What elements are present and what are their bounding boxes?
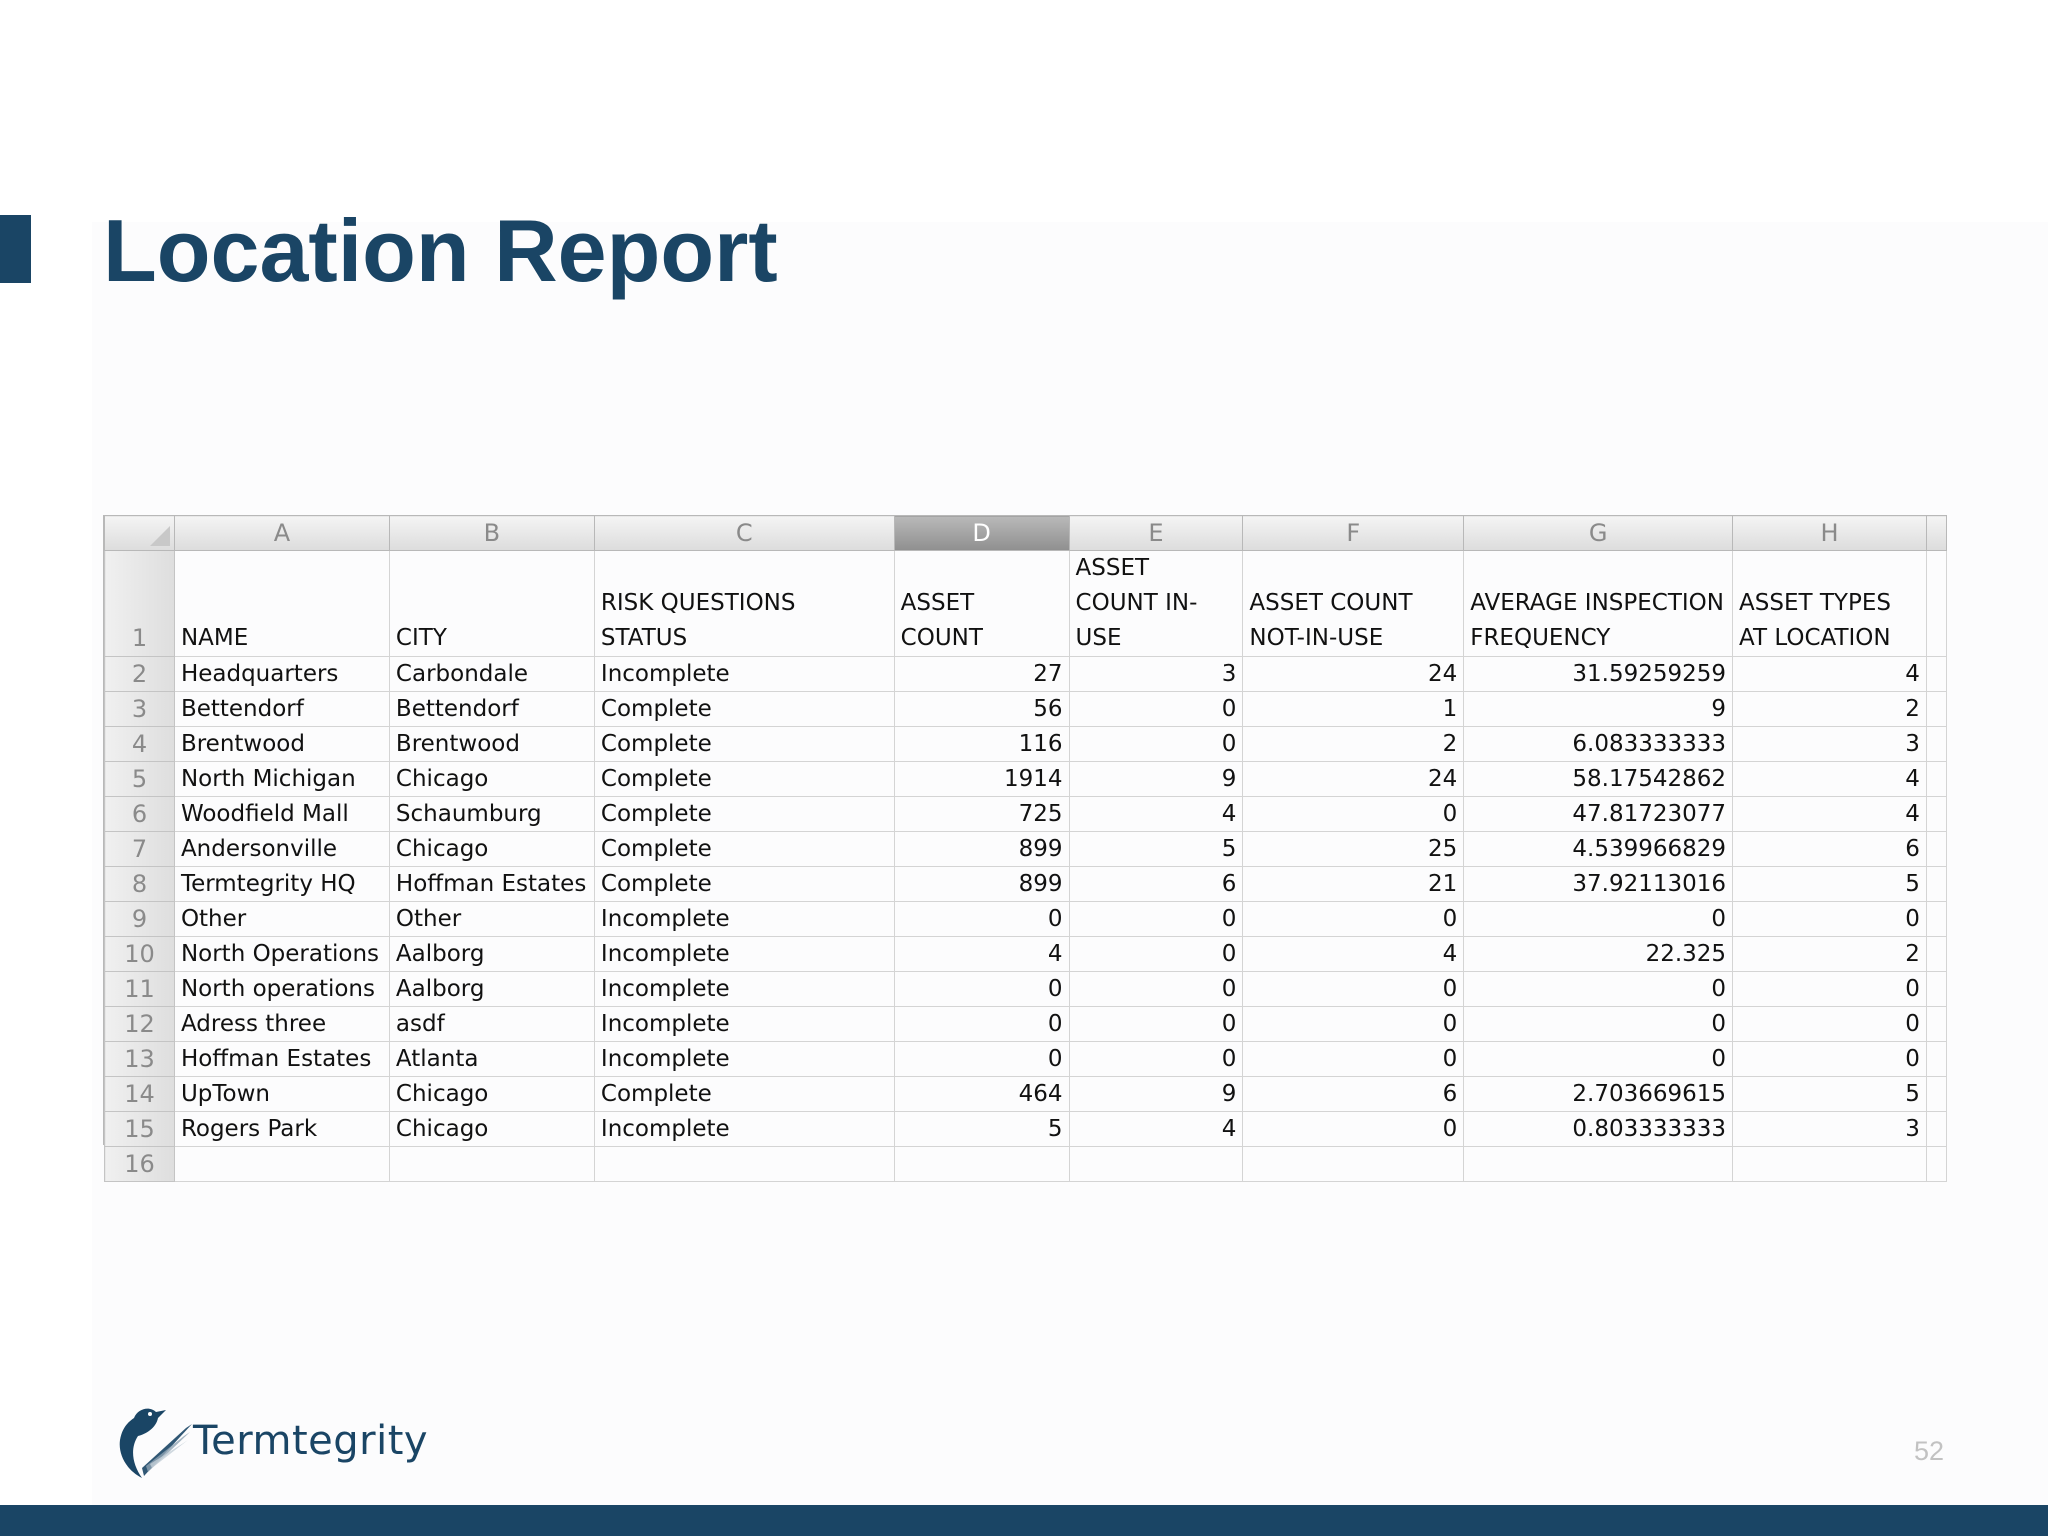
cell-city[interactable]: Aalborg [389,972,594,1007]
cell-risk-status[interactable]: Incomplete [594,902,894,937]
page-title: Location Report [103,201,778,300]
cell-in-use[interactable]: 0 [1069,1007,1243,1042]
cell-asset-types[interactable]: 3 [1733,1112,1927,1147]
row-number[interactable]: 1 [105,551,175,657]
cell-risk-status[interactable]: Incomplete [594,972,894,1007]
cell-avg-frequency[interactable]: 4.539966829 [1464,832,1733,867]
column-header-b[interactable]: B [389,516,594,551]
cell-city[interactable]: Chicago [389,832,594,867]
cell-name[interactable]: North Operations [174,937,389,972]
cell-not-in-use[interactable]: 0 [1243,797,1464,832]
cell-name[interactable]: Headquarters [174,657,389,692]
cell-asset-types[interactable]: 4 [1733,657,1927,692]
table-row [105,692,1947,727]
cell-risk-status[interactable]: Incomplete [594,1112,894,1147]
table-row [105,727,1947,762]
empty-cell[interactable] [1926,1112,1946,1147]
cell-city[interactable]: Schaumburg [389,797,594,832]
empty-cell[interactable] [1926,972,1946,1007]
row-number[interactable]: 9 [105,902,175,937]
cell-asset-count[interactable]: 4 [894,937,1069,972]
cell-city[interactable]: Atlanta [389,1042,594,1077]
empty-cell[interactable] [1733,1147,1927,1182]
empty-cell[interactable] [1243,1147,1464,1182]
header-cell-not-in-use[interactable]: ASSET COUNT NOT-IN-USE [1243,551,1464,657]
table-row [105,972,1947,1007]
cell-risk-status[interactable]: Incomplete [594,1042,894,1077]
cell-risk-status[interactable]: Complete [594,832,894,867]
cell-asset-count[interactable]: 5 [894,1112,1069,1147]
cell-name[interactable]: North operations [174,972,389,1007]
row-number[interactable]: 10 [105,937,175,972]
cell-city[interactable]: Carbondale [389,657,594,692]
row-number[interactable]: 6 [105,797,175,832]
cell-city[interactable]: Chicago [389,1112,594,1147]
cell-in-use[interactable]: 9 [1069,1077,1243,1112]
cell-risk-status[interactable]: Incomplete [594,657,894,692]
row-number[interactable]: 14 [105,1077,175,1112]
cell-in-use[interactable]: 5 [1069,832,1243,867]
page-number: 52 [1913,1436,1944,1466]
cell-name[interactable]: North Michigan [174,762,389,797]
cell-not-in-use[interactable]: 21 [1243,867,1464,902]
cell-asset-count[interactable]: 0 [894,1042,1069,1077]
cell-in-use[interactable]: 0 [1069,692,1243,727]
row-number[interactable]: 2 [105,657,175,692]
cell-risk-status[interactable]: Complete [594,797,894,832]
cell-risk-status[interactable]: Complete [594,762,894,797]
cell-in-use[interactable]: 0 [1069,1042,1243,1077]
cell-avg-frequency[interactable]: 58.17542862 [1464,762,1733,797]
cell-risk-status[interactable]: Complete [594,727,894,762]
cell-not-in-use[interactable]: 24 [1243,762,1464,797]
row-number[interactable]: 16 [105,1147,175,1182]
logo-text: Termtegrity [193,1418,429,1464]
cell-avg-frequency[interactable]: 0 [1464,1007,1733,1042]
cell-in-use[interactable]: 6 [1069,867,1243,902]
cell-name[interactable]: Hoffman Estates [174,1042,389,1077]
empty-cell[interactable] [1926,551,1946,657]
empty-cell[interactable] [1926,937,1946,972]
cell-asset-types[interactable]: 5 [1733,1077,1927,1112]
cell-city[interactable]: Brentwood [389,727,594,762]
cell-not-in-use[interactable]: 0 [1243,972,1464,1007]
empty-cell[interactable] [1464,1147,1733,1182]
cell-avg-frequency[interactable]: 47.81723077 [1464,797,1733,832]
row-number[interactable]: 12 [105,1007,175,1042]
cell-asset-count[interactable]: 464 [894,1077,1069,1112]
empty-cell[interactable] [894,1147,1069,1182]
cell-asset-types[interactable]: 0 [1733,1042,1927,1077]
cell-name[interactable]: Brentwood [174,727,389,762]
table-row [105,1007,1947,1042]
empty-cell[interactable] [1926,1077,1946,1112]
cell-asset-count[interactable]: 899 [894,867,1069,902]
cell-asset-types[interactable]: 0 [1733,902,1927,937]
cell-risk-status[interactable]: Complete [594,692,894,727]
table-row [105,1147,1947,1182]
header-cell-avg-frequency[interactable]: AVERAGE INSPECTION FREQUENCY [1464,551,1733,657]
cell-asset-count[interactable]: 0 [894,972,1069,1007]
cell-in-use[interactable]: 0 [1069,972,1243,1007]
cell-risk-status[interactable]: Complete [594,1077,894,1112]
row-number[interactable]: 11 [105,972,175,1007]
column-header-h[interactable]: H [1733,516,1927,551]
cell-in-use[interactable]: 9 [1069,762,1243,797]
cell-asset-count[interactable]: 1914 [894,762,1069,797]
empty-cell[interactable] [1926,797,1946,832]
cell-asset-types[interactable]: 4 [1733,797,1927,832]
cell-risk-status[interactable]: Incomplete [594,1007,894,1042]
cell-in-use[interactable]: 4 [1069,797,1243,832]
header-cell-asset-types[interactable]: ASSET TYPES AT LOCATION [1733,551,1927,657]
cell-avg-frequency[interactable]: 0 [1464,972,1733,1007]
cell-avg-frequency[interactable]: 9 [1464,692,1733,727]
cell-not-in-use[interactable]: 2 [1243,727,1464,762]
cell-in-use[interactable]: 0 [1069,727,1243,762]
cell-asset-count[interactable]: 725 [894,797,1069,832]
cell-asset-count[interactable]: 56 [894,692,1069,727]
cell-avg-frequency[interactable]: 0 [1464,1042,1733,1077]
cell-not-in-use[interactable]: 24 [1243,657,1464,692]
row-number[interactable]: 8 [105,867,175,902]
column-header-a[interactable]: A [174,516,389,551]
row-number[interactable]: 4 [105,727,175,762]
cell-name[interactable]: Woodfield Mall [174,797,389,832]
spreadsheet [103,515,1947,1178]
column-letter-row [105,516,1947,551]
empty-cell[interactable] [389,1147,594,1182]
table-row [105,762,1947,797]
cell-city[interactable]: Chicago [389,1077,594,1112]
cell-name[interactable]: UpTown [174,1077,389,1112]
empty-cell[interactable] [1926,692,1946,727]
empty-cell[interactable] [1926,1042,1946,1077]
cell-name[interactable]: Termtegrity HQ [174,867,389,902]
footer-bar [0,1505,2048,1536]
header-cell-in-use[interactable]: ASSET COUNT IN-USE [1069,551,1243,657]
column-header-f[interactable]: F [1243,516,1464,551]
table-row [105,902,1947,937]
cell-risk-status[interactable]: Complete [594,867,894,902]
cell-city[interactable]: asdf [389,1007,594,1042]
cell-asset-types[interactable]: 0 [1733,1007,1927,1042]
cell-asset-types[interactable]: 4 [1733,762,1927,797]
table-row [105,1042,1947,1077]
row-number[interactable]: 5 [105,762,175,797]
cell-asset-count[interactable]: 116 [894,727,1069,762]
table-row [105,657,1947,692]
cell-asset-types[interactable]: 3 [1733,727,1927,762]
table-row [105,832,1947,867]
empty-cell[interactable] [1926,762,1946,797]
empty-cell[interactable] [1069,1147,1243,1182]
cell-avg-frequency[interactable]: 2.703669615 [1464,1077,1733,1112]
header-cell-risk-status[interactable]: RISK QUESTIONS STATUS [594,551,894,657]
cell-asset-types[interactable]: 0 [1733,972,1927,1007]
column-header-d[interactable]: D [894,516,1069,551]
select-all-corner[interactable] [105,516,175,551]
empty-cell[interactable] [1926,867,1946,902]
cell-name[interactable]: Rogers Park [174,1112,389,1147]
column-header-g[interactable]: G [1464,516,1733,551]
table-row [105,1112,1947,1147]
cell-not-in-use[interactable]: 6 [1243,1077,1464,1112]
cell-city[interactable]: Hoffman Estates [389,867,594,902]
location-table [104,515,1947,1182]
select-all-triangle-icon [150,526,170,546]
cell-not-in-use[interactable]: 0 [1243,1112,1464,1147]
row-number[interactable]: 7 [105,832,175,867]
cell-name[interactable]: Andersonville [174,832,389,867]
table-row [105,937,1947,972]
cell-asset-count[interactable]: 27 [894,657,1069,692]
cell-not-in-use[interactable]: 0 [1243,902,1464,937]
bird-logo-icon [116,1398,196,1488]
cell-name[interactable]: Bettendorf [174,692,389,727]
row-number[interactable]: 3 [105,692,175,727]
header-cell-city[interactable]: CITY [389,551,594,657]
cell-name[interactable]: Adress three [174,1007,389,1042]
empty-cell[interactable] [1926,727,1946,762]
cell-avg-frequency[interactable]: 0.803333333 [1464,1112,1733,1147]
header-cell-asset-count[interactable]: ASSET COUNT [894,551,1069,657]
row-number[interactable]: 15 [105,1112,175,1147]
cell-city[interactable]: Other [389,902,594,937]
cell-in-use[interactable]: 0 [1069,937,1243,972]
cell-not-in-use[interactable]: 25 [1243,832,1464,867]
empty-cell[interactable] [1926,832,1946,867]
cell-avg-frequency[interactable]: 31.59259259 [1464,657,1733,692]
company-logo [116,1398,436,1488]
cell-asset-types[interactable]: 5 [1733,867,1927,902]
empty-cell[interactable] [594,1147,894,1182]
table-row [105,867,1947,902]
cell-not-in-use[interactable]: 1 [1243,692,1464,727]
column-header-next[interactable] [1926,516,1946,551]
column-header-c[interactable]: C [594,516,894,551]
cell-asset-count[interactable]: 899 [894,832,1069,867]
cell-avg-frequency[interactable]: 6.083333333 [1464,727,1733,762]
cell-risk-status[interactable]: Incomplete [594,937,894,972]
empty-cell[interactable] [1926,902,1946,937]
header-row [105,551,1947,657]
table-row [105,797,1947,832]
cell-in-use[interactable]: 4 [1069,1112,1243,1147]
cell-not-in-use[interactable]: 0 [1243,1042,1464,1077]
cell-not-in-use[interactable]: 0 [1243,1007,1464,1042]
cell-avg-frequency[interactable]: 0 [1464,902,1733,937]
title-marker [0,215,31,283]
row-number[interactable]: 13 [105,1042,175,1077]
cell-not-in-use[interactable]: 4 [1243,937,1464,972]
empty-cell[interactable] [1926,1147,1946,1182]
cell-city[interactable]: Aalborg [389,937,594,972]
cell-asset-types[interactable]: 2 [1733,692,1927,727]
cell-city[interactable]: Chicago [389,762,594,797]
header-cell-name[interactable]: NAME [174,551,389,657]
cell-city[interactable]: Bettendorf [389,692,594,727]
table-row [105,1077,1947,1112]
empty-cell[interactable] [1926,1007,1946,1042]
cell-asset-types[interactable]: 6 [1733,832,1927,867]
cell-avg-frequency[interactable]: 37.92113016 [1464,867,1733,902]
column-header-e[interactable]: E [1069,516,1243,551]
empty-cell[interactable] [1926,657,1946,692]
empty-cell[interactable] [174,1147,389,1182]
cell-asset-types[interactable]: 2 [1733,937,1927,972]
cell-name[interactable]: Other [174,902,389,937]
cell-asset-count[interactable]: 0 [894,1007,1069,1042]
cell-in-use[interactable]: 0 [1069,902,1243,937]
cell-avg-frequency[interactable]: 22.325 [1464,937,1733,972]
cell-asset-count[interactable]: 0 [894,902,1069,937]
cell-in-use[interactable]: 3 [1069,657,1243,692]
